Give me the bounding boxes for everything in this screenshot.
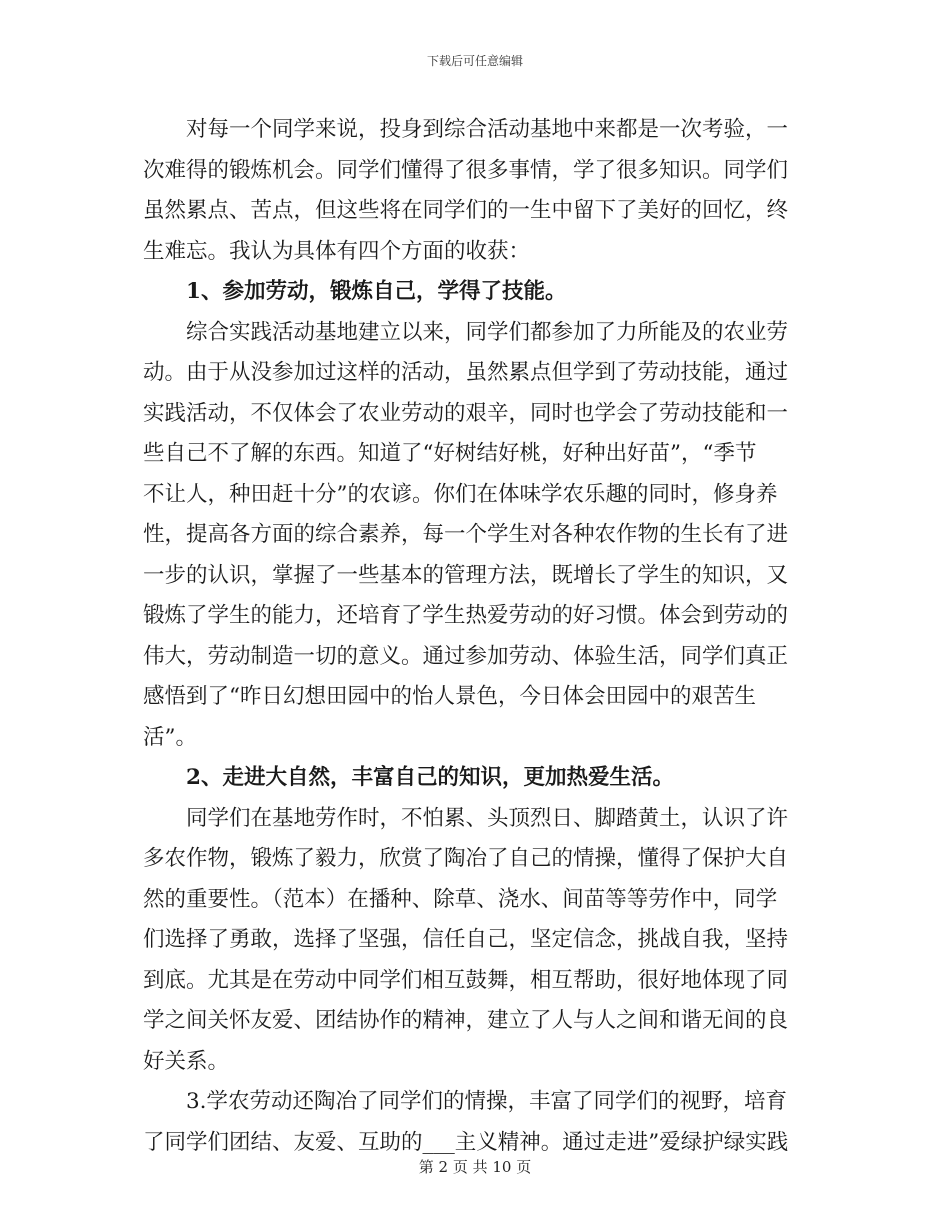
paragraph-line: 到底。尤其是在劳动中同学们相互鼓舞，相互帮助，很好地体现了同 (143, 967, 789, 993)
paragraph-line: 好关系。 (143, 1048, 230, 1074)
paragraph-line: 生难忘。我认为具体有四个方面的收获： (143, 238, 531, 264)
paragraph-line: 不让人，种田赶十分”的农谚。你们在体味学农乐趣的同时，修身养 (143, 481, 778, 507)
paragraph-line: 然的重要性。（范本）在播种、除草、浇水、间苗等等劳作中，同学 (143, 886, 778, 912)
paragraph-line: 些自己不了解的东西。知道了“好树结好桃，好种出好苗”，“季节 (143, 441, 757, 466)
section-heading: 2、走进大自然，丰富自己的知识，更加热爱生活。 (186, 765, 674, 790)
page-footer: 第 2 页 共 10 页 (418, 1158, 532, 1176)
paragraph-line: 对每一个同学来说，投身到综合活动基地中来都是一次考验，一 (186, 117, 789, 142)
paragraph-line: 次难得的锻炼机会。同学们懂得了很多事情，学了很多知识。同学们 (143, 157, 789, 183)
paragraph-line: 一步的认识，掌握了一些基本的管理方法，既增长了学生的知识，又 (143, 562, 789, 588)
paragraph-line: 了同学们团结、友爱、互助的___主义精神。通过走进”爱绿护绿实践 (143, 1129, 789, 1155)
paragraph-line: 3.学农劳动还陶冶了同学们的情操，丰富了同学们的视野，培育 (186, 1089, 788, 1114)
page-header: 下载后可任意编辑 (426, 54, 523, 68)
paragraph-line: 综合实践活动基地建立以来，同学们都参加了力所能及的农业劳 (186, 319, 789, 345)
paragraph-line: 多农作物，锻炼了毅力，欣赏了陶冶了自己的情操，懂得了保护大自 (143, 846, 789, 871)
paragraph-line: 性，提高各方面的综合素养，每一个学生对各种农作物的生长有了进 (143, 522, 789, 547)
paragraph-line: 实践活动，不仅体会了农业劳动的艰辛，同时也学会了劳动技能和一 (143, 400, 789, 426)
paragraph-line: 活”。 (143, 724, 197, 750)
paragraph-line: 学之间关怀友爱、团结协作的精神，建立了人与人之间和谐无间的良 (143, 1008, 789, 1033)
paragraph-line: 感悟到了“昨日幻想田园中的怡人景色，今日体会田园中的艰苦生 (143, 684, 756, 709)
paragraph-line: 动。由于从没参加过这样的活动，虽然累点但学到了劳动技能，通过 (143, 360, 789, 385)
paragraph-line: 虽然累点、苦点，但这些将在同学们的一生中留下了美好的回忆，终 (143, 198, 789, 223)
paragraph-line: 同学们在基地劳作时，不怕累、头顶烈日、脚踏黄土，认识了许 (186, 805, 789, 831)
section-heading: 1、参加劳动，锻炼自己，学得了技能。 (186, 279, 567, 304)
paragraph-line: 锻炼了学生的能力，还培育了学生热爱劳动的好习惯。体会到劳动的 (143, 603, 789, 628)
paragraph-line: 们选择了勇敢，选择了坚强，信任自己，坚定信念，挑战自我，坚持 (143, 927, 789, 952)
document-body (143, 110, 808, 1163)
paragraph-line: 伟大，劳动制造一切的意义。通过参加劳动、体验生活，同学们真正 (143, 643, 789, 669)
